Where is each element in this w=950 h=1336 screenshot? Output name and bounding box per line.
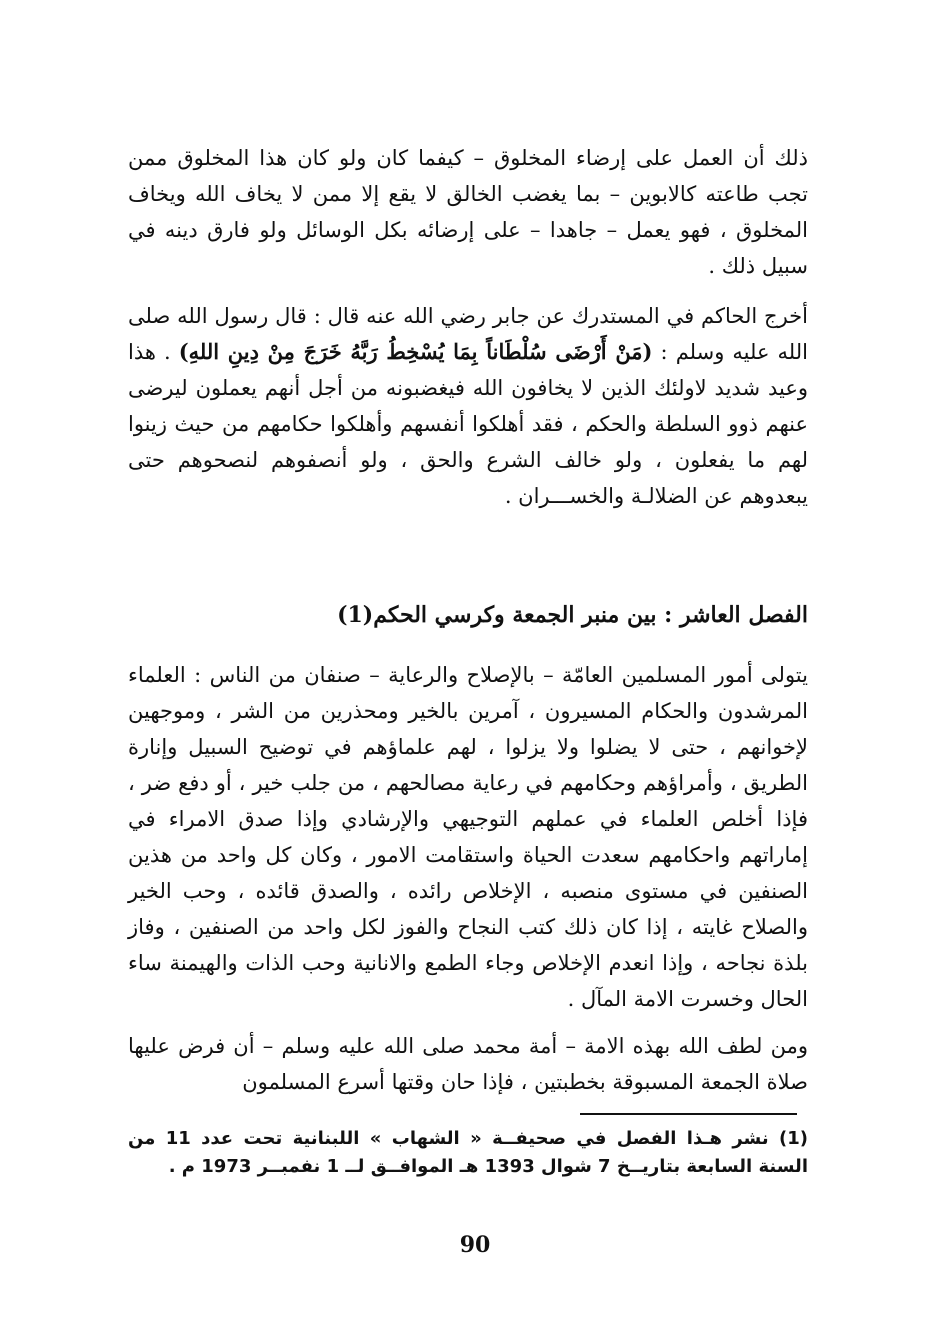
paragraph-2-commentary: . هذا وعيد شديد لاولئك الذين لا يخافون الله فيغضبونه من أجل أنهم يعملون ليرضى عنهم ذوو السلطة والحكم ، فقد أهلكوا أنفسهم وأهلكوا حكامهم من حيث زينوا لهم ما يفعلون ، ولو خالف الشرع والحق ، ولو أنصفوهم لنصحوهم حتى يبعدوهم عن الضلالـة والخســـران . <box>128 340 808 508</box>
paragraph-4-text: ومن لطف الله بهذه الامة – أمة محمد صلى الله عليه وسلم – أن فرض عليها صلاة الجمعة المسبوقة بخطبتين ، فإذا حان وقتها أسرع المسلمون <box>128 1034 808 1094</box>
paragraph-2-intro: أخرج الحاكم في المستدرك عن جابر رضي الله عنه قال : قال رسول الله صلى الله عليه وسلم : <box>128 304 808 364</box>
page-number: 90 <box>459 1232 491 1258</box>
paragraph-2 <box>128 298 808 514</box>
paragraph-1-text: ذلك أن العمل على إرضاء المخلوق – كيفما كان ولو كان هذا المخلوق ممن تجب طاعته كالابوين – بما يغضب الخالق لا يقع إلا ممن لا يخاف الله ويخاف المخلوق ، فهو يعمل – جاهدا – على إرضائه بكل الوسائل ولو فارق دينه في سبيل ذلك . <box>128 146 808 278</box>
chapter-title: الفصل العاشر : بين منبر الجمعة وكرسي الحكم(1) <box>337 602 808 628</box>
footnote-divider <box>580 1113 797 1115</box>
paragraph-3-text: يتولى أمور المسلمين العامّة – بالإصلاح والرعاية – صنفان من الناس : العلماء المرشدون والحكام المسيرون ، آمرين بالخير ومحذرين من الشر ، وموجهين لإخوانهم ، حتى لا يضلوا ولا يزلوا ، لهم علماؤهم في توضيح السبيل وإنارة الطريق ، وأمراؤهم وحكامهم في رعاية مصالحهم ، من جلب خير ، أو دفع ضر ، فإذا أخلص العلماء في عملهم التوجيهي والإرشادي وإذا صدق الامراء في إماراتهم واحكامهم سعدت الحياة واستقامت الامور ، وكان كل واحد من هذين الصنفين في مستوى منصبه ، الإخلاص رائده ، والصدق قائده ، وحب الخير والصلاح غايته ، إذا كان ذلك كتب النجاح والفوز لكل واحد من الصنفين ، وفاز بلذة نجاحه ، وإذا انعدم الإخلاص وجاء الطمع والانانية وحب الذات والهيمنة ساء الحال وخسرت الامة المآل . <box>128 663 808 1011</box>
paragraph-2-text <box>128 298 808 514</box>
paragraph-1 <box>128 140 808 284</box>
footnote: (1) نشر هـذا الفصل في صحيفــة « الشهاب » اللبنانية تحت عدد 11 من السنة السابعة بتاريــخ 7 شوال 1393 هـ الموافــق لــ 1 نفمبــر 1973 م . <box>128 1128 809 1177</box>
paragraph-4 <box>128 1028 808 1100</box>
paragraph-3 <box>128 657 808 1017</box>
hadith-quote: (مَنْ أَرْضَى سُلْطَاناً بِمَا يُسْخِطُ رَبَّهُ خَرَجَ مِنْ دِينِ اللهِ) <box>178 339 653 364</box>
